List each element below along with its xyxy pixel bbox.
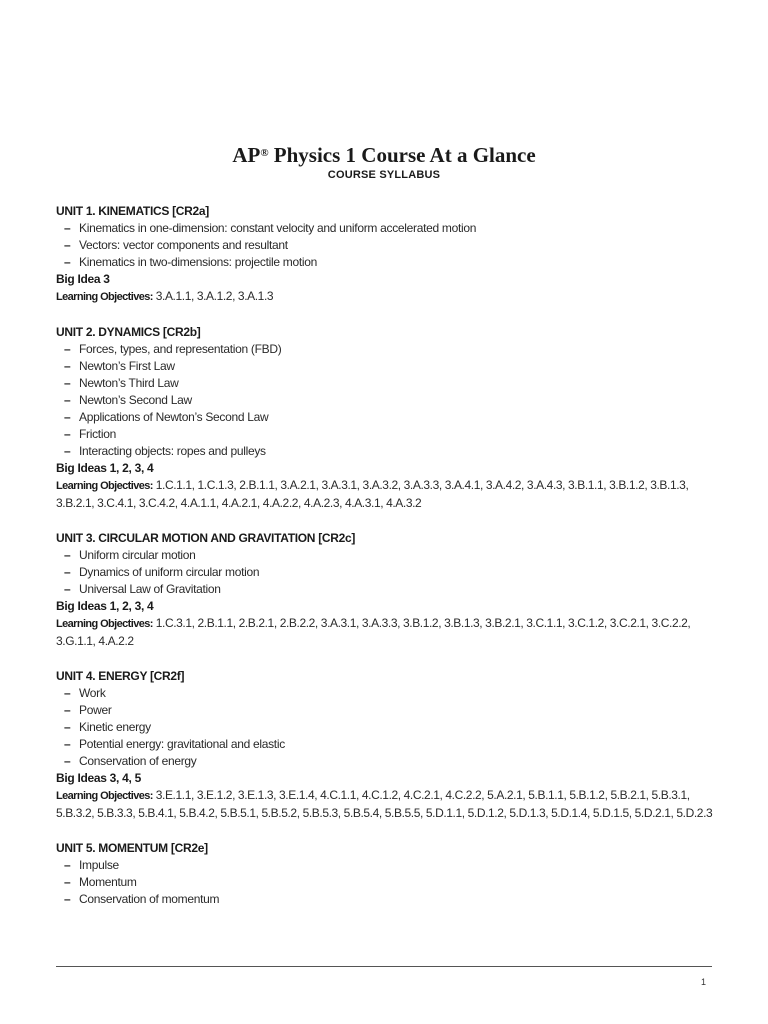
dash-bullet-icon: –: [64, 685, 71, 700]
topic-item: [56, 443, 716, 460]
learning-objectives-label: Learning Objectives:: [56, 789, 153, 802]
learning-objectives: [56, 615, 716, 651]
topic-item: [56, 341, 716, 358]
dash-bullet-icon: –: [64, 443, 71, 458]
learning-objectives-values: 3.E.1.1, 3.E.1.2, 3.E.1.3, 3.E.1.4, 4.C.1.1, 4.C.1.2, 4.C.2.1, 4.C.2.2, 5.A.2.1, 5.B.1.1, 5.B.1.2, 5.B.2.1, 5.B.3.1, 5.B.3.2, 5.B.3.3, 5.B.4.1, 5.B.4.2, 5.B.5.1, 5.B.5.2, 5.B.5.3, 5.B.5.4, 5.B.5.5, 5.D.1.1, 5.D.1.2, 5.D.1.3, 5.D.1.4, 5.D.1.5, 5.D.2.1, 5.D.2.3: [56, 787, 713, 820]
dash-bullet-icon: –: [64, 358, 71, 373]
learning-objectives-label: Learning Objectives:: [56, 479, 153, 492]
dash-bullet-icon: –: [64, 238, 71, 252]
dash-bullet-icon: –: [64, 221, 71, 235]
dash-bullet-icon: –: [64, 857, 71, 872]
topic-item: [56, 237, 716, 254]
unit-heading: UNIT 5. MOMENTUM [CR2e]: [56, 840, 208, 855]
topic-item: [56, 753, 716, 770]
unit-heading: UNIT 4. ENERGY [CR2f]: [56, 668, 185, 683]
topic-item: [56, 358, 716, 375]
dash-bullet-icon: –: [64, 564, 71, 579]
topic-text: Interacting objects: ropes and pulleys: [79, 443, 266, 458]
topic-list: [56, 685, 716, 770]
topic-item: [56, 719, 716, 736]
learning-objectives-label: Learning Objectives:: [56, 291, 153, 303]
unit-section: [56, 668, 716, 823]
topic-list: [56, 547, 716, 598]
learning-objectives-values: 3.A.1.1, 3.A.1.2, 3.A.1.3: [152, 289, 274, 303]
dash-bullet-icon: –: [64, 874, 71, 889]
unit-section: [56, 840, 716, 908]
learning-objectives: [56, 787, 716, 823]
page-title: [0, 142, 768, 168]
topic-text: Power: [79, 702, 112, 717]
dash-bullet-icon: –: [64, 341, 71, 356]
topic-text: Potential energy: gravitational and elastic: [79, 736, 285, 751]
topic-item: [56, 254, 716, 271]
topic-list: [56, 341, 716, 460]
topic-text: Kinetic energy: [79, 719, 151, 734]
units-container: [56, 203, 716, 925]
learning-objectives-label: Learning Objectives:: [56, 617, 153, 630]
unit-heading: UNIT 2. DYNAMICS [CR2b]: [56, 324, 201, 339]
page-subtitle: COURSE SYLLABUS: [327, 169, 441, 181]
footer-divider: [56, 966, 712, 967]
topic-text: Work: [79, 685, 106, 700]
topic-text: Kinematics in one-dimension: constant velocity and uniform accelerated motion: [79, 221, 477, 235]
dash-bullet-icon: –: [64, 891, 71, 906]
topic-item: [56, 220, 716, 237]
topic-text: Universal Law of Gravitation: [79, 581, 221, 596]
topic-item: [56, 736, 716, 753]
learning-objectives: [56, 477, 716, 513]
topic-text: Vectors: vector components and resultant: [79, 238, 288, 252]
topic-text: Conservation of energy: [79, 753, 197, 768]
topic-item: [56, 426, 716, 443]
unit-heading: UNIT 1. KINEMATICS [CR2a]: [56, 204, 209, 218]
topic-text: Forces, types, and representation (FBD): [79, 341, 282, 356]
topic-text: Impulse: [79, 857, 119, 872]
topic-item: [56, 891, 716, 908]
topic-item: [56, 581, 716, 598]
page-number: 1: [700, 977, 706, 987]
dash-bullet-icon: –: [64, 375, 71, 390]
topic-text: Applications of Newton’s Second Law: [79, 409, 269, 424]
dash-bullet-icon: –: [64, 547, 71, 562]
learning-objectives: [56, 288, 716, 307]
big-ideas: Big Idea 3: [56, 272, 110, 286]
topic-list: [56, 857, 716, 908]
dash-bullet-icon: –: [64, 736, 71, 751]
title-prefix: AP: [232, 143, 261, 167]
topic-text: Conservation of momentum: [79, 891, 220, 906]
dash-bullet-icon: –: [64, 719, 71, 734]
topic-item: [56, 547, 716, 564]
unit-section: [56, 324, 716, 513]
title-rest: Physics 1 Course At a Glance: [268, 143, 536, 167]
dash-bullet-icon: –: [64, 409, 71, 424]
topic-text: Newton’s First Law: [79, 358, 175, 373]
topic-item: [56, 874, 716, 891]
topic-item: [56, 702, 716, 719]
dash-bullet-icon: –: [64, 426, 71, 441]
topic-text: Dynamics of uniform circular motion: [79, 564, 260, 579]
topic-text: Newton’s Third Law: [79, 375, 179, 390]
dash-bullet-icon: –: [64, 255, 71, 269]
unit-section: [56, 530, 716, 651]
big-ideas: Big Ideas 1, 2, 3, 4: [56, 460, 154, 475]
topic-item: [56, 409, 716, 426]
topic-text: Friction: [79, 426, 116, 441]
topic-item: [56, 564, 716, 581]
topic-text: Newton’s Second Law: [79, 392, 192, 407]
learning-objectives-values: 1.C.1.1, 1.C.1.3, 2.B.1.1, 3.A.2.1, 3.A.3.1, 3.A.3.2, 3.A.3.3, 3.A.4.1, 3.A.4.2, 3.A.4.3, 3.B.1.1, 3.B.1.2, 3.B.1.3, 3.B.2.1, 3.C.4.1, 3.C.4.2, 4.A.1.1, 4.A.2.1, 4.A.2.2, 4.A.2.3, 4.A.3.1, 4.A.3.2: [56, 477, 689, 510]
topic-item: [56, 392, 716, 409]
topic-text: Momentum: [79, 874, 137, 889]
topic-text: Kinematics in two-dimensions: projectile motion: [79, 255, 318, 269]
topic-item: [56, 685, 716, 702]
unit-section: [56, 203, 716, 307]
dash-bullet-icon: –: [64, 702, 71, 717]
big-ideas: Big Ideas 1, 2, 3, 4: [56, 598, 154, 613]
topic-item: [56, 375, 716, 392]
learning-objectives-values: 1.C.3.1, 2.B.1.1, 2.B.2.1, 2.B.2.2, 3.A.3.1, 3.A.3.3, 3.B.1.2, 3.B.1.3, 3.B.2.1, 3.C.1.1, 3.C.1.2, 3.C.2.1, 3.C.2.2, 3.G.1.1, 4.A.2.2: [56, 615, 691, 648]
unit-heading: UNIT 3. CIRCULAR MOTION AND GRAVITATION [CR2c]: [56, 530, 356, 545]
dash-bullet-icon: –: [64, 753, 71, 768]
topic-list: [56, 220, 716, 271]
dash-bullet-icon: –: [64, 392, 71, 407]
big-ideas: Big Ideas 3, 4, 5: [56, 770, 141, 785]
registered-mark: ®: [260, 147, 269, 159]
dash-bullet-icon: –: [64, 581, 71, 596]
topic-text: Uniform circular motion: [79, 547, 196, 562]
topic-item: [56, 857, 716, 874]
